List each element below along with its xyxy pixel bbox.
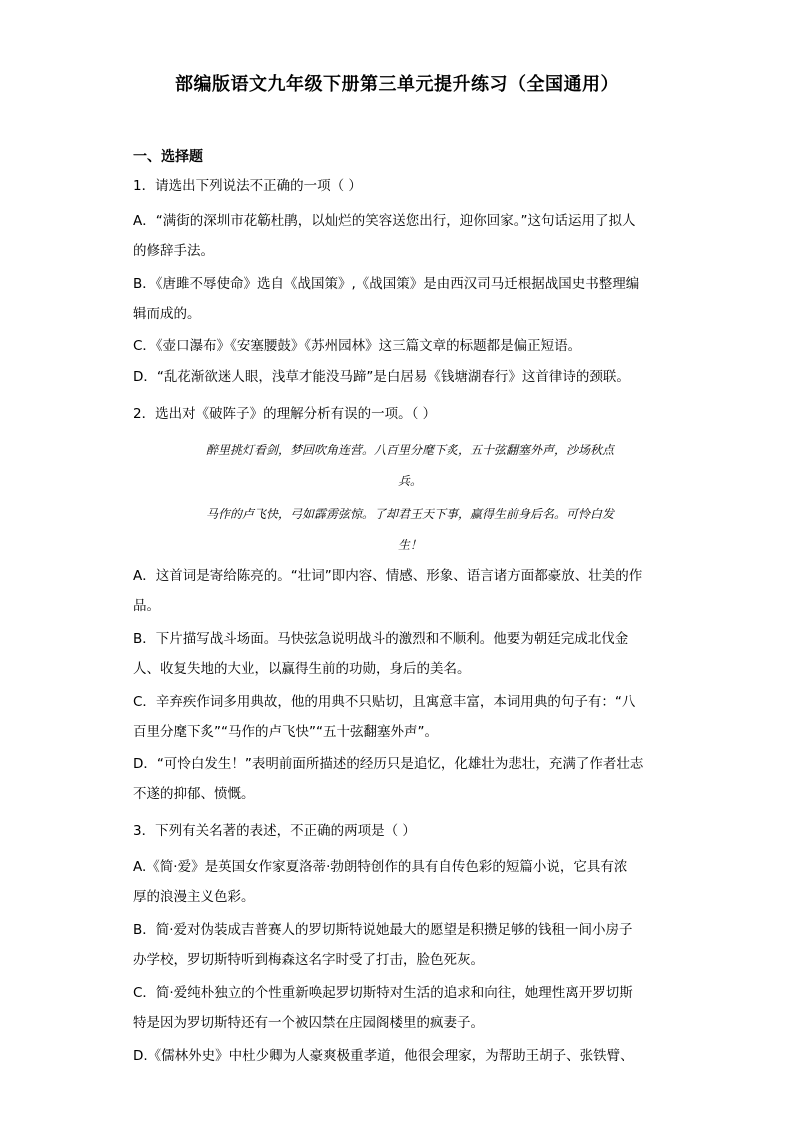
q3-option-b-cont: 办学校，罗切斯特听到梅森这名字时受了打击，脸色死灰。 (133, 952, 484, 968)
poem-line-3: 马作的卢飞快，弓如霹雳弦惊。了却君王天下事，赢得生前身后名。可怜白发 (205, 507, 614, 521)
q2-option-a: A．这首词是寄给陈亮的。“壮词”即内容、情感、形象、语言诸方面都豪放、壮美的作 (133, 568, 643, 584)
q3-option-d: D.《儒林外史》中杜少卿为人豪爽极重孝道，他很会理家，为帮助王胡子、张铁臂、 (133, 1048, 634, 1064)
q3-option-a: A.《简·爱》是英国女作家夏洛蒂·勃朗特创作的具有自传色彩的短篇小说，它具有浓 (133, 859, 628, 875)
question-3-stem: 3．下列有关名著的表述，不正确的两项是（ ） (133, 823, 416, 839)
q2-option-b-cont: 人、收复失地的大业，以赢得生前的功勋，身后的美名。 (133, 661, 471, 677)
q3-option-a-cont: 厚的浪漫主义色彩。 (133, 889, 255, 905)
q1-option-d: D．“乱花渐欲迷人眼，浅草才能没马蹄”是白居易《钱塘湖春行》这首律诗的颈联。 (133, 369, 630, 385)
q1-option-b-cont: 辑而成的。 (133, 306, 201, 322)
q1-option-c: C．《壶口瀑布》《安塞腰鼓》《苏州园林》这三篇文章的标题都是偏正短语。 (133, 338, 582, 354)
q2-option-a-cont: 品。 (133, 598, 160, 614)
q1-option-a-cont: 的修辞手法。 (133, 243, 214, 259)
q1-option-b: B．《唐雎不辱使命》选自《战国策》,《战国策》是由西汉司马迁根据战国史书整理编 (133, 276, 640, 292)
section-heading: 一、选择题 (133, 149, 203, 165)
poem-line-2: 兵。 (397, 474, 422, 488)
question-2-stem: 2．选出对《破阵子》的理解分析有误的一项。（ ） (133, 406, 437, 422)
q2-option-c: C．辛弃疾作词多用典故，他的用典不只贴切，且寓意丰富，本词用典的句子有：“八 (133, 694, 636, 710)
q2-option-c-cont: 百里分麾下炙”“马作的卢飞快”“五十弦翻塞外声”。 (133, 724, 438, 740)
q3-option-c-cont: 特是因为罗切斯特还有一个被囚禁在庄园阁楼里的疯妻子。 (133, 1015, 484, 1031)
q2-option-b: B．下片描写战斗场面。马快弦急说明战斗的激烈和不顺利。他要为朝廷完成北伐金 (133, 631, 629, 647)
q3-option-b: B．简·爱对伪装成吉普赛人的罗切斯特说她最大的愿望是积攒足够的钱租一间小房子 (133, 922, 633, 938)
q2-option-d: D．“可怜白发生！”表明前面所描述的经历只是追忆，化雄壮为悲壮，充满了作者壮志 (133, 756, 644, 772)
question-1-stem: 1．请选出下列说法不正确的一项（ ） (133, 178, 362, 194)
poem-line-4: 生！ (397, 538, 422, 552)
q1-option-a: A．“满街的深圳市花簕杜鹃，以灿烂的笑容送您出行，迎你回家。”这句话运用了拟人 (133, 213, 636, 229)
q2-option-d-cont: 不遂的抑郁、愤慨。 (133, 786, 255, 802)
poem-line-1: 醉里挑灯看剑，梦回吹角连营。八百里分麾下炙，五十弦翻塞外声，沙场秋点 (205, 443, 614, 457)
q3-option-c: C．简·爱纯朴独立的个性重新唤起罗切斯特对生活的追求和向往，她理性离开罗切斯 (133, 985, 633, 1001)
page-title: 部编版语文九年级下册第三单元提升练习（全国通用） (175, 74, 619, 95)
